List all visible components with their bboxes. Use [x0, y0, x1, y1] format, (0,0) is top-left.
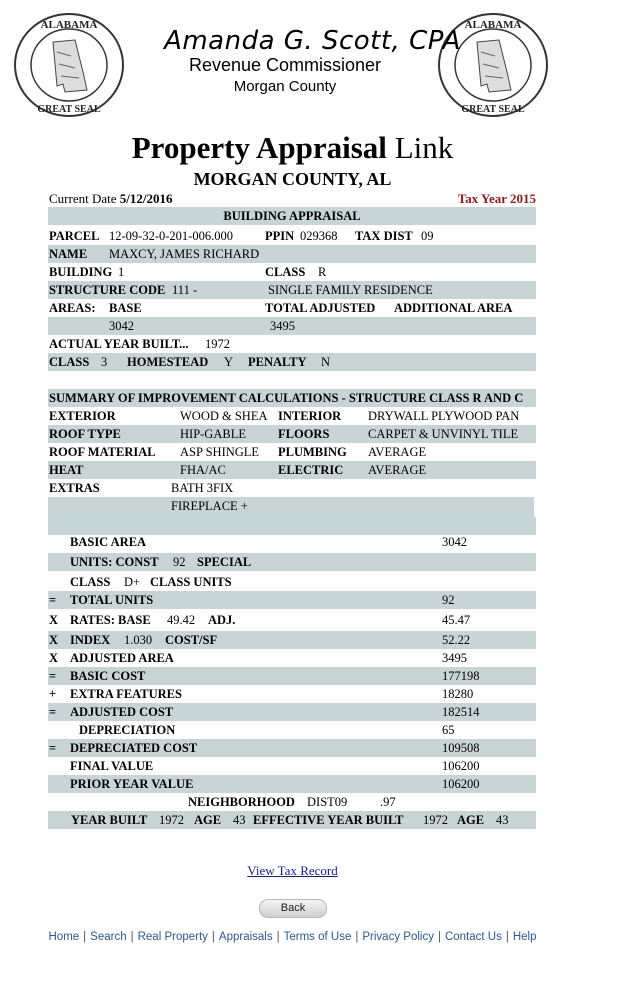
county-name: Morgan County: [233, 78, 337, 95]
back-button[interactable]: Back: [259, 899, 327, 918]
footer-link-appraisals[interactable]: Appraisals: [218, 931, 273, 943]
owner-row: NAME MAXCY, JAMES RICHARD: [48, 245, 536, 263]
extras-row: EXTRAS BATH 3FIX: [49, 481, 234, 495]
svg-text:GREAT SEAL: GREAT SEAL: [461, 104, 525, 115]
depreciation-row: DEPRECIATION 65: [79, 723, 455, 737]
page-title: Property Appraisal Link: [131, 130, 454, 165]
rates-row: X RATES: BASE 49.42 ADJ. 45.47: [49, 613, 471, 627]
prior-year-row: PRIOR YEAR VALUE 106200: [48, 775, 536, 793]
basic-cost-row: = BASIC COST 177198: [48, 667, 536, 685]
view-tax-record-container: [0, 863, 585, 879]
exterior-row: EXTERIOR WOOD & SHEA INTERIOR DRYWALL PLYWOOD PAN: [49, 409, 520, 423]
page-subtitle: MORGAN COUNTY, AL: [193, 169, 392, 189]
parcel-row: PARCEL 12-09-32-0-201-006.000 PPIN 029368 TAX DIST 09: [49, 229, 434, 243]
svg-text:ALABAMA: ALABAMA: [40, 19, 98, 31]
tax-year: Tax Year 2015: [457, 191, 536, 206]
view-tax-record-link[interactable]: View Tax Record: [247, 863, 338, 878]
basic-area-row: BASIC AREA 3042: [70, 535, 467, 549]
adjusted-area-row: X ADJUSTED AREA 3495: [49, 651, 467, 665]
summary-heading: SUMMARY OF IMPROVEMENT CALCULATIONS - STRUCTURE CLASS R AND C: [48, 389, 536, 407]
building-appraisal-heading: BUILDING APPRAISAL: [48, 207, 536, 225]
footer-link-privacy[interactable]: Privacy Policy: [362, 931, 434, 943]
roof-type-row: ROOF TYPE HIP-GABLE FLOORS CARPET & UNVINYL TILE: [48, 425, 536, 443]
footer-link-real-property[interactable]: Real Property: [137, 931, 208, 943]
heat-row: HEAT FHA/AC ELECTRIC AVERAGE: [48, 461, 536, 479]
areas-row: AREAS: BASE TOTAL ADJUSTED ADDITIONAL AREA: [49, 301, 513, 315]
svg-text:ALABAMA: ALABAMA: [464, 19, 522, 31]
year-built-age-row: YEAR BUILT 1972 AGE 43 EFFECTIVE YEAR BUILT 1972 AGE 43: [48, 811, 536, 829]
building-row: BUILDING 1 CLASS R: [49, 265, 327, 279]
index-row: X INDEX 1.030 COST/SF 52.22: [48, 631, 536, 649]
class-homestead-row: CLASS 3 HOMESTEAD Y PENALTY N: [48, 353, 536, 371]
structure-row: STRUCTURE CODE 111 - SINGLE FAMILY RESIDENCE: [48, 281, 536, 299]
current-date: 5/12/2016: [119, 191, 173, 206]
footer-link-home[interactable]: Home: [48, 931, 80, 943]
extras-row-2: FIREPLACE +: [48, 497, 534, 517]
roof-material-row: ROOF MATERIAL ASP SHINGLE PLUMBING AVERAGE: [49, 445, 427, 459]
depreciated-cost-row: = DEPRECIATED COST 109508: [48, 739, 536, 757]
class-units-row: CLASS D+ CLASS UNITS: [70, 575, 232, 589]
footer-link-search[interactable]: Search: [90, 931, 127, 943]
neighborhood-row: NEIGHBORHOOD DIST09 .97: [188, 795, 396, 809]
footer-link-terms[interactable]: Terms of Use: [283, 931, 352, 943]
total-units-row: = TOTAL UNITS 92: [48, 591, 536, 609]
areas-values-row: 3042 3495: [48, 317, 536, 335]
footer-link-contact[interactable]: Contact Us: [444, 931, 502, 943]
final-value-row: FINAL VALUE 106200: [70, 759, 480, 773]
units-row: UNITS: CONST 92 SPECIAL: [48, 553, 536, 571]
adjusted-cost-row: = ADJUSTED COST 182514: [48, 703, 536, 721]
footer-nav: Home | Search | Real Property | Appraisals | Terms of Use | Privacy Policy | Contact Us | Help: [48, 931, 537, 943]
office-title: Revenue Commissioner: [188, 55, 382, 75]
footer-link-help[interactable]: Help: [512, 931, 537, 943]
date-line: Current Date 5/12/2016 Tax Year 2015: [49, 191, 536, 206]
year-built-row: ACTUAL YEAR BUILT... 1972: [49, 337, 230, 351]
extra-features-row: + EXTRA FEATURES 18280: [49, 687, 474, 701]
commissioner-name: Amanda G. Scott, CPA: [164, 26, 461, 56]
svg-text:GREAT SEAL: GREAT SEAL: [37, 104, 101, 115]
